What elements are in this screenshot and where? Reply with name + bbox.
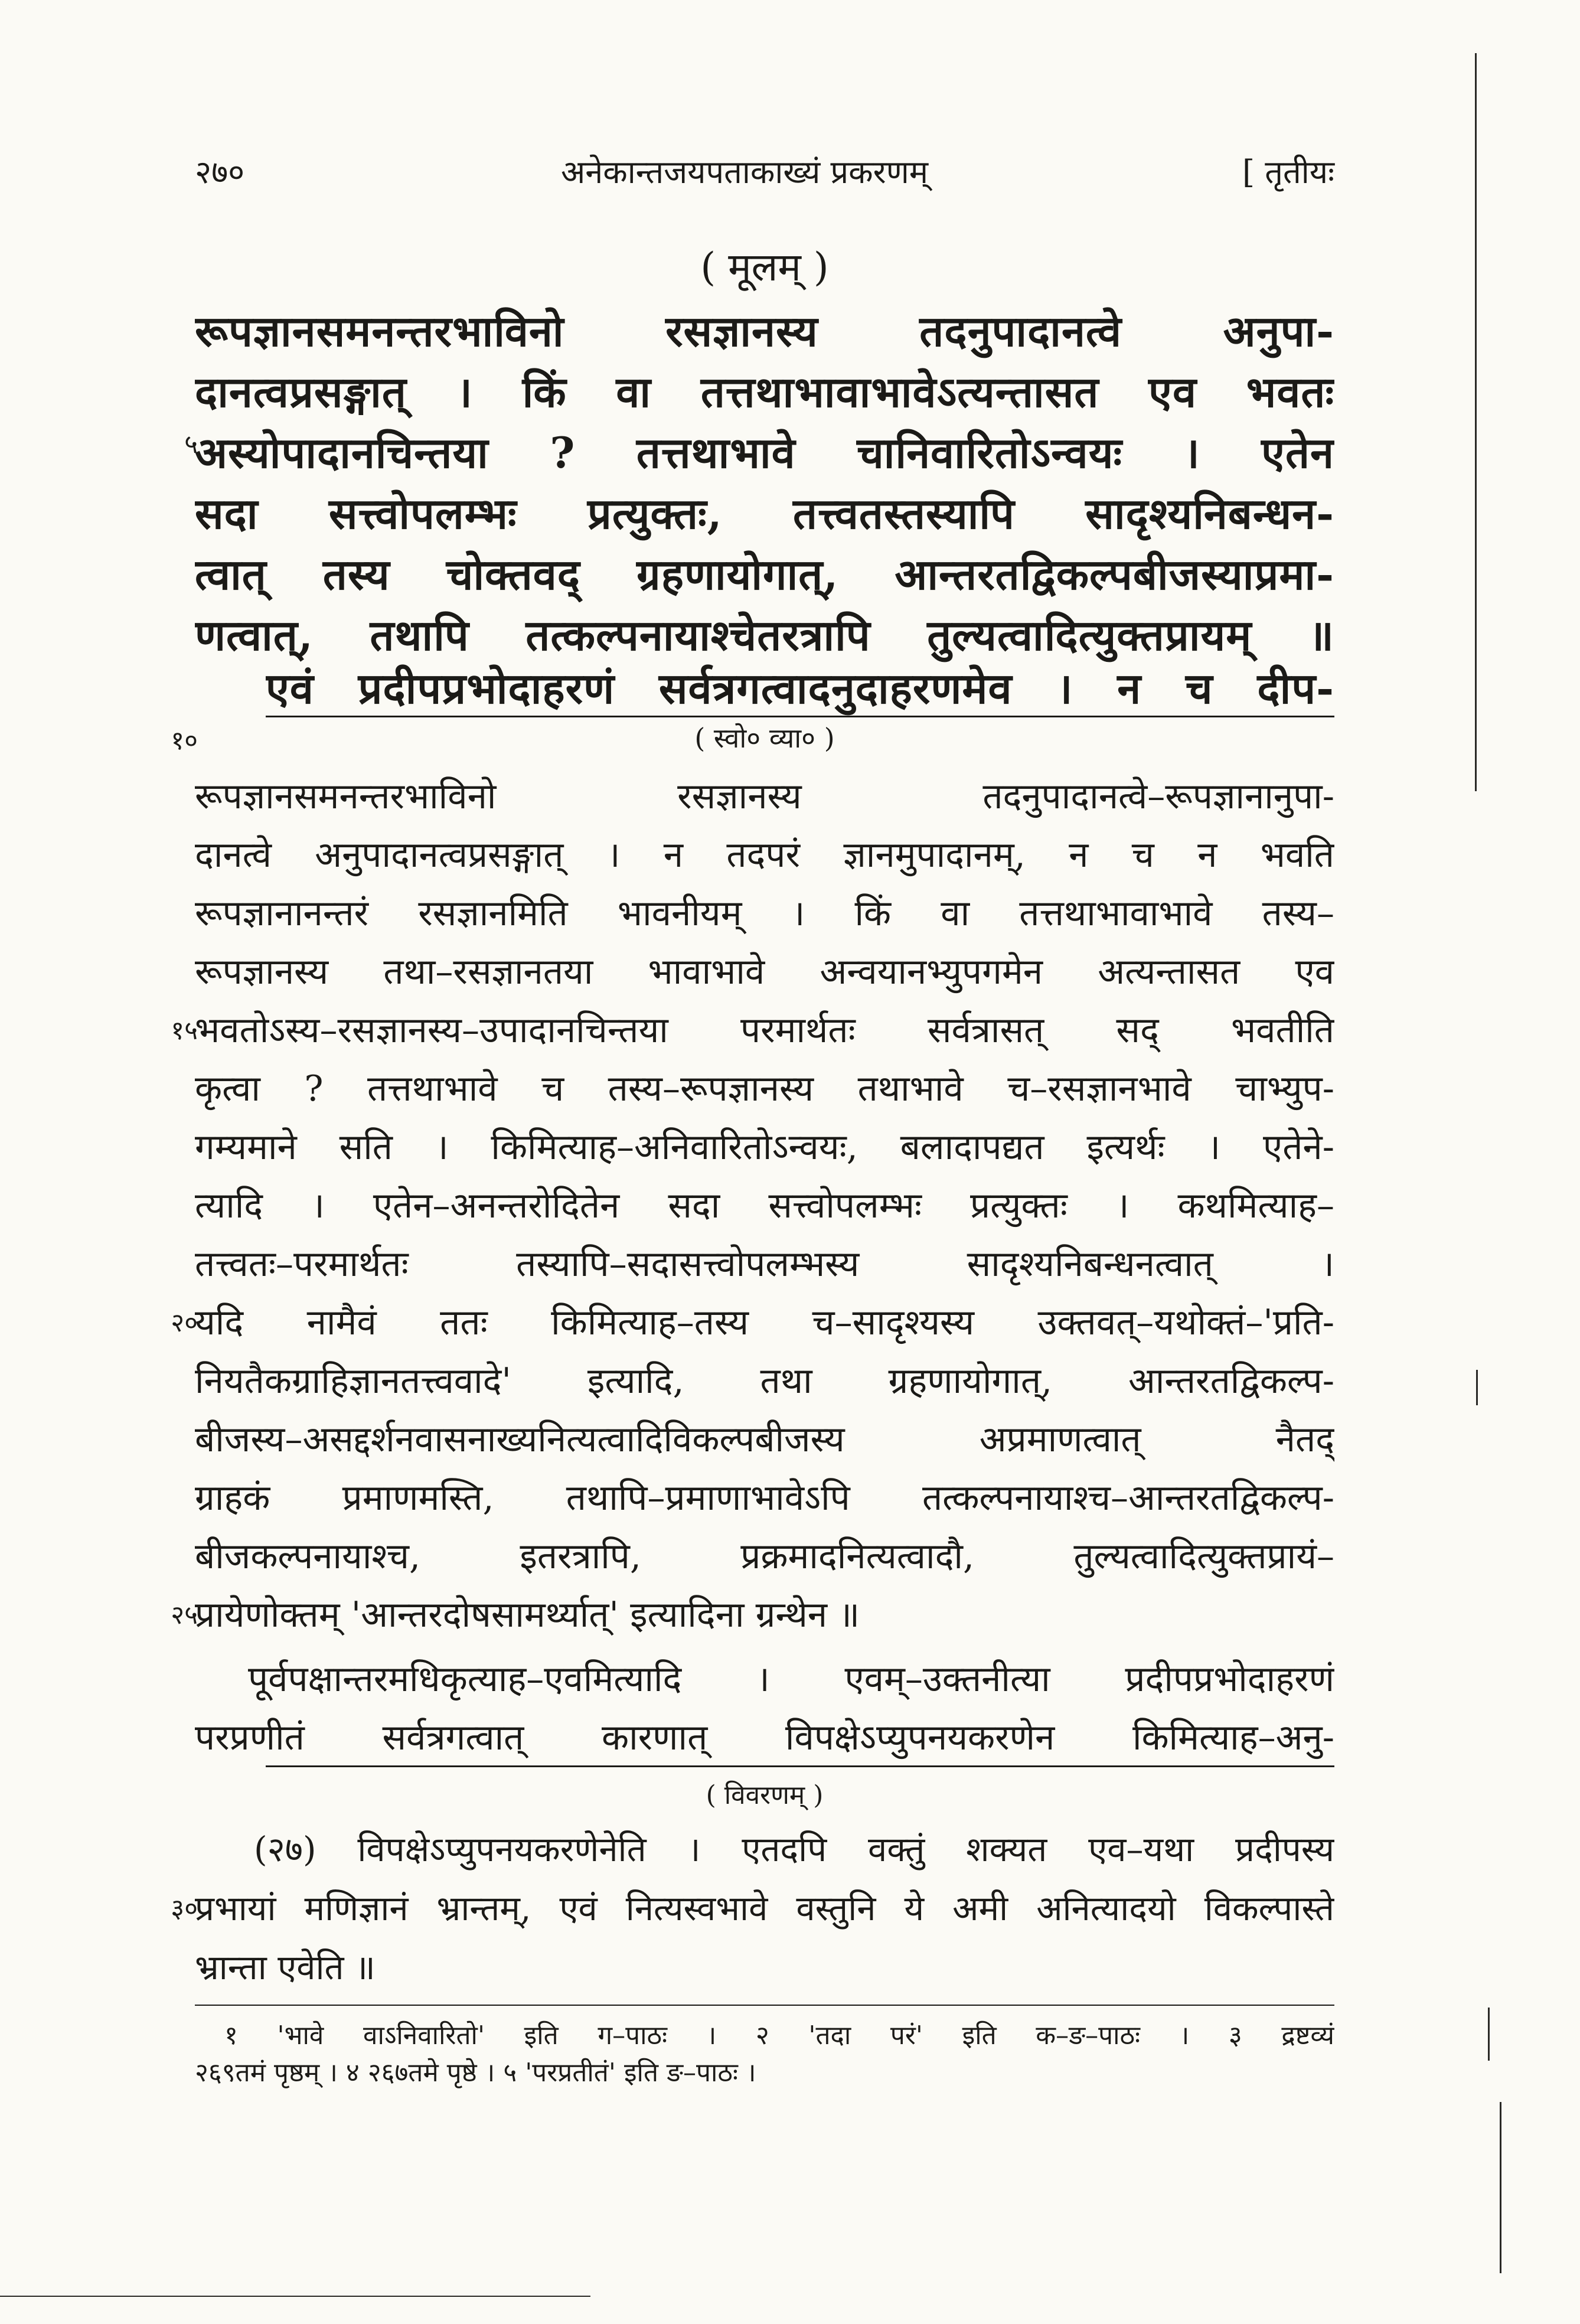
scan-edge-mark — [1476, 1370, 1478, 1405]
margin-number: २० — [171, 1308, 198, 1338]
scan-edge-mark — [1488, 2008, 1490, 2061]
vivarana-line: (२७) विपक्षेऽप्युपनयकरणेनेति । एतदपि वक्तुं शक्यत एव–यथा प्रदीपस्य — [254, 1829, 1334, 1869]
margin-number: १० — [171, 726, 198, 756]
mula-line: दानत्वप्रसङ्गात् । किं वा तत्तथाभावाभावेऽत्यन्तासत एव भवतः — [195, 367, 1334, 417]
scan-bottom-line — [0, 2296, 590, 2297]
margin-number: ३० — [171, 1894, 198, 1924]
commentary-line: प्रायेणोक्तम् 'आन्तरदोषसामर्थ्यात्' इत्यादिना ग्रन्थेन ॥ — [195, 1594, 860, 1636]
footnote-line: २६९तमं पृष्ठम् । ४ २६७तमे पृष्ठे । ५ 'परप्रतीतं' इति ङ–पाठः । — [195, 2058, 756, 2088]
section-rule — [266, 1765, 1334, 1767]
vivarana-heading: ( विवरणम् ) — [706, 1780, 824, 1810]
mula-line: रूपज्ञानसमनन्तरभाविनो रसज्ञानस्य तदनुपादानत्वे अनुपा- — [195, 306, 1334, 356]
vivarana-line: भ्रान्ता एवेति ॥ — [195, 1947, 376, 1987]
margin-number: ५ — [184, 429, 198, 459]
commentary-line: पूर्वपक्षान्तरमधिकृत्याह–एवमित्यादि । एवम्–उक्तनीत्या प्रदीपप्रभोदाहरणं — [248, 1659, 1334, 1700]
mula-line: एवं प्रदीपप्रभोदाहरणं सर्वत्रगत्वादनुदाहरणमेव । न च दीप- — [266, 663, 1334, 713]
margin-number: २५ — [171, 1600, 198, 1630]
vivarana-line: प्रभायां मणिज्ञानं भ्रान्तम्, एवं नित्यस्वभावे वस्तुनि ये अमी अनित्यादयो विकल्पास्ते — [195, 1888, 1334, 1928]
commentary-line: गम्यमाने सति । किमित्याह–अनिवारितोऽन्वयः, बलादापद्यत इत्यर्थः । एतेने- — [195, 1127, 1334, 1168]
commentary-heading: ( स्वो० व्या० ) — [694, 722, 835, 754]
mula-line: सदा सत्त्वोपलम्भः प्रत्युक्तः, तत्त्वतस्तस्यापि सादृश्यनिबन्धन- — [195, 488, 1334, 538]
footnote-line: १ 'भावे वाऽनिवारितो' इति ग–पाठः । २ 'तदा परं' इति क–ङ–पाठः । ३ द्रष्टव्यं — [224, 2021, 1334, 2051]
book-title: अनेकान्तजयपताकाख्यं प्रकरणम् — [561, 154, 929, 191]
commentary-line: कृत्वा ? तत्तथाभावे च तस्य–रूपज्ञानस्य तथाभावे च–रसज्ञानभावे चाभ्युप- — [195, 1068, 1334, 1109]
section-marker: [ तृतीयः — [1242, 154, 1334, 191]
section-rule — [266, 716, 1334, 717]
scan-edge-mark — [1500, 2102, 1501, 2273]
commentary-line: रूपज्ञानस्य तथा–रसज्ञानतया भावाभावे अन्वयानभ्युपगमेन अत्यन्तासत एव — [195, 951, 1334, 993]
commentary-line: बीजस्य–असद्दर्शनवासनाख्यनित्यत्वादिविकल्पबीजस्य अप्रमाणत्वात् नैतद् — [195, 1419, 1334, 1460]
running-header — [195, 149, 1334, 196]
commentary-line: त्यादि । एतेन–अनन्तरोदितेन सदा सत्त्वोपलम्भः प्रत्युक्तः । कथमित्याह– — [195, 1185, 1334, 1226]
commentary-line: तत्त्वतः–परमार्थतः तस्यापि–सदासत्त्वोपलम्भस्य सादृश्यनिबन्धनत्वात् । — [195, 1243, 1334, 1285]
margin-number: १५ — [171, 1016, 198, 1046]
mula-line: अस्योपादानचिन्तया ? तत्तथाभावे चानिवारितोऽन्वयः । एतेन — [195, 427, 1334, 478]
commentary-line: रूपज्ञानानन्तरं रसज्ञानमिति भावनीयम् । किं वा तत्तथाभावाभावे तस्य– — [195, 893, 1334, 934]
commentary-line: ग्राहकं प्रमाणमस्ति, तथापि–प्रमाणाभावेऽपि तत्कल्पनायाश्च–आन्तरतद्विकल्प- — [195, 1477, 1334, 1519]
commentary-line: दानत्वे अनुपादानत्वप्रसङ्गात् । न तदपरं ज्ञानमुपादानम्, न च न भवति — [195, 834, 1334, 876]
commentary-line: रूपज्ञानसमनन्तरभाविनो रसज्ञानस्य तदनुपादानत्वे–रूपज्ञानानुपा- — [195, 776, 1334, 817]
scan-edge-mark — [1475, 53, 1477, 791]
mula-line: त्वात् तस्य चोक्तवद् ग्रहणायोगात्, आन्तरतद्विकल्पबीजस्याप्रमा- — [195, 549, 1334, 599]
footnote-rule — [195, 2005, 1334, 2006]
page-number: २७० — [195, 154, 245, 191]
commentary-line: यदि नामैवं ततः किमित्याह–तस्य च–सादृश्यस्य उक्तवत्–यथोक्तं–'प्रति- — [195, 1302, 1334, 1343]
commentary-line: नियतैकग्राहिज्ञानतत्त्ववादे' इत्यादि, तथा ग्रहणायोगात्, आन्तरतद्विकल्प- — [195, 1360, 1334, 1402]
mula-heading: ( मूलम् ) — [700, 244, 829, 290]
commentary-line: भवतोऽस्य–रसज्ञानस्य–उपादानचिन्तया परमार्थतः सर्वत्रासत् सद् भवतीति — [195, 1010, 1334, 1051]
mula-line: णत्वात्, तथापि तत्कल्पनायाश्चेतरत्रापि तुल्यत्वादित्युक्तप्रायम् ॥ — [195, 610, 1334, 660]
commentary-line: बीजकल्पनायाश्च, इतरत्रापि, प्रक्रमादनित्यत्वादौ, तुल्यत्वादित्युक्तप्रायं– — [195, 1536, 1334, 1577]
commentary-line: परप्रणीतं सर्वत्रगत्वात् कारणात् विपक्षेऽप्युपनयकरणेन किमित्याह–अनु- — [195, 1717, 1334, 1758]
